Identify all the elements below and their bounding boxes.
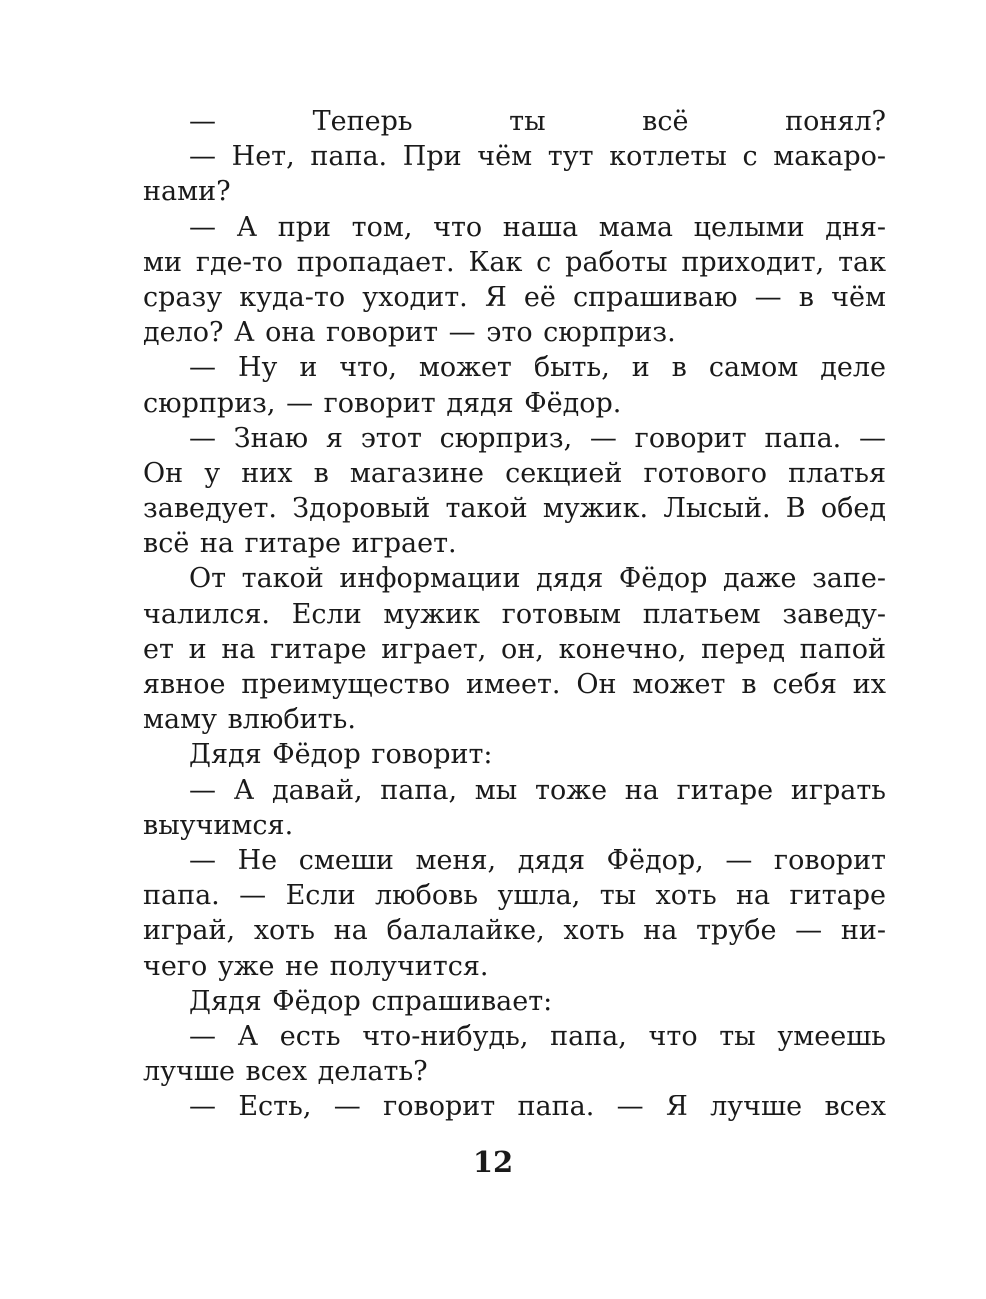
text-line: папа. — Если любовь ушла, ты хоть на гитаре [143, 880, 886, 912]
text-line: нами? [143, 176, 231, 208]
text-line: дело? А она говорит — это сюрприз. [143, 317, 676, 349]
text-line: — Нет, папа. При чём тут котлеты с макаро- [189, 141, 886, 173]
text-line: ми где-то пропадает. Как с работы приходит, так [143, 246, 886, 278]
text-line: — А есть что-нибудь, папа, что ты умеешь [189, 1020, 886, 1052]
text-line: — Есть, — говорит папа. — Я лучше всех [189, 1091, 886, 1123]
text-line: — А при том, что наша мама целыми дня- [189, 211, 886, 243]
text-line: — Ну и что, может быть, и в самом деле [189, 352, 886, 384]
text-line: явное преимущество имеет. Он может в себя их [143, 669, 886, 700]
body-text [143, 104, 886, 1124]
text-line: всё на гитаре играет. [143, 528, 457, 560]
text-line: чалился. Если мужик готовым платьем заведу- [143, 598, 886, 630]
text-line: — Не смеши меня, дядя Фёдор, — говорит [189, 844, 886, 876]
text-line: От такой информации дядя Фёдор даже запе- [189, 563, 886, 595]
text-line: ет и на гитаре играет, он, конечно, перед папой [143, 633, 886, 665]
text-line: заведует. Здоровый такой мужик. Лысый. В обед [143, 493, 886, 525]
text-line: — А давай, папа, мы тоже на гитаре играть [189, 774, 886, 806]
text-line: играй, хоть на балалайке, хоть на трубе — ни- [143, 915, 886, 947]
text-line: чего уже не получится. [143, 950, 489, 982]
text-line: маму влюбить. [143, 704, 356, 736]
text-line: — Знаю я этот сюрприз, — говорит папа. — [189, 422, 886, 454]
text-line: лучше всех делать? [143, 1056, 428, 1088]
text-line: Дядя Фёдор спрашивает: [189, 985, 553, 1017]
text-line: сюрприз, — говорит дядя Фёдор. [143, 387, 622, 419]
text-line: сразу куда-то уходит. Я её спрашиваю — в чём [143, 281, 886, 313]
text-line: — Теперь ты всё понял? [189, 106, 886, 137]
text-line: выучимся. [143, 809, 294, 841]
text-line: Он у них в магазине секцией готового платья [143, 457, 886, 489]
page-number: 12 [472, 1145, 514, 1179]
text-line: Дядя Фёдор говорит: [189, 739, 493, 771]
